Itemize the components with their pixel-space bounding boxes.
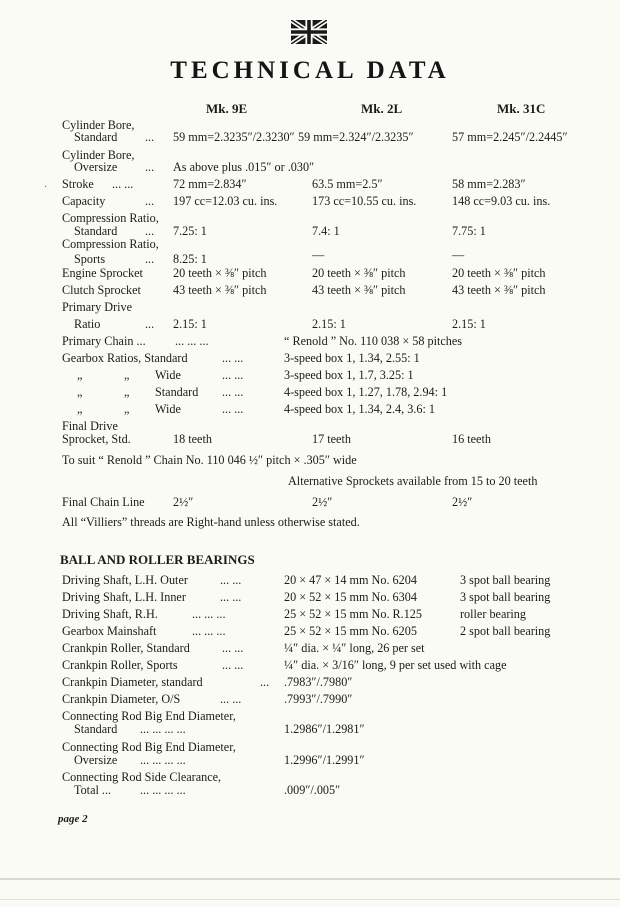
row-value: 25 × 52 × 15 mm No. 6205	[284, 624, 417, 638]
page-number: page 2	[58, 813, 88, 825]
bearing-type: 3 spot ball bearing	[460, 590, 551, 604]
value-mk9e: 72 mm=2.834″	[173, 177, 247, 191]
row-label: Connecting Rod Big End Diameter,	[62, 709, 236, 723]
row-label-sub: Standard	[74, 722, 118, 736]
row-label: Gearbox Mainshaft	[62, 624, 157, 638]
page-edge-line	[0, 899, 620, 900]
row-label: Cylinder Bore,	[62, 118, 135, 132]
value-mk2l: 2.15: 1	[312, 317, 346, 331]
row-label: Cylinder Bore,	[62, 148, 135, 162]
row-value: ¼″ dia. × ¼″ long, 26 per set	[284, 641, 425, 655]
row-label-sub: Standard	[74, 130, 118, 144]
row-label: Connecting Rod Big End Diameter,	[62, 740, 236, 754]
leader-dots: ... ... ... ...	[140, 783, 186, 797]
threads-note: All “Villiers” threads are Right-hand unless otherwise stated.	[62, 515, 360, 529]
row-label: Crankpin Diameter, standard	[62, 675, 203, 689]
value-mk9e: 43 teeth × ⅜″ pitch	[173, 283, 267, 297]
leader-dots: ... ...	[220, 573, 242, 587]
leader-dots: ... ... ...	[192, 607, 226, 621]
leader-dots: ...	[145, 160, 155, 174]
row-value: 1.2996″/1.2991″	[284, 753, 365, 767]
leader-dots: ... ...	[222, 402, 244, 416]
row-label: Primary Chain ...	[62, 334, 146, 348]
value-mk31c: 58 mm=2.283″	[452, 177, 526, 191]
leader-dots: ...	[145, 130, 155, 144]
alt-sprockets-note: Alternative Sprockets available from 15 to 20 teeth	[288, 474, 538, 488]
row-label-sub: Ratio	[74, 317, 101, 331]
leader-dots: ... ... ...	[192, 624, 226, 638]
value-mk2l: 43 teeth × ⅜″ pitch	[312, 283, 406, 297]
value-mk31c: 16 teeth	[452, 432, 491, 446]
value-mk9e: 2.15: 1	[173, 317, 207, 331]
leader-dots: ... ...	[222, 368, 244, 382]
row-label-sub: Standard	[74, 224, 118, 238]
leader-dots: ... ...	[222, 385, 244, 399]
row-value: 4-speed box 1, 1.27, 1.78, 2.94: 1	[284, 385, 448, 399]
row-value: 4-speed box 1, 1.34, 2.4, 3.6: 1	[284, 402, 435, 416]
leader-dots: ... ... ... ...	[140, 722, 186, 736]
value-mk31c: 2½″	[452, 495, 473, 509]
row-value: “ Renold ” No. 110 038 × 58 pitches	[284, 334, 463, 348]
row-label: Capacity	[62, 194, 106, 208]
row-value: .009″/.005″	[284, 783, 341, 797]
value-mk31c: 20 teeth × ⅜″ pitch	[452, 266, 546, 280]
value-mk31c: 57 mm=2.245″/2.2445″	[452, 130, 568, 144]
value-mk2l: 63.5 mm=2.5″	[312, 177, 383, 191]
leader-dots: ... ...	[222, 351, 244, 365]
row-label-sub: Oversize	[74, 753, 118, 767]
value-mk31c: 2.15: 1	[452, 317, 486, 331]
row-label: Driving Shaft, R.H.	[62, 607, 158, 621]
row-value: 20 × 47 × 14 mm No. 6204	[284, 573, 417, 587]
leader-dots: ... ... ...	[175, 334, 209, 348]
ditto-mark: „	[124, 402, 130, 416]
row-value: 20 × 52 × 15 mm No. 6304	[284, 590, 417, 604]
row-label: Compression Ratio,	[62, 211, 159, 225]
row-value: 25 × 52 × 15 mm No. R.125	[284, 607, 422, 621]
row-label-sub: Sprocket, Std.	[62, 432, 131, 446]
value-mk9e: 7.25: 1	[173, 224, 207, 238]
row-label: Wide	[155, 368, 181, 382]
leader-dots: ... ...	[222, 658, 244, 672]
value-mk9e: 59 mm=2.3235″/2.3230″	[173, 130, 295, 144]
row-label: Primary Drive	[62, 300, 133, 314]
leader-dots: ... ... ... ...	[140, 753, 186, 767]
ditto-mark: „	[77, 402, 83, 416]
value-mk2l: 59 mm=2.324″/2.3235″	[298, 130, 414, 144]
row-label: Engine Sprocket	[62, 266, 143, 280]
leader-dots: ...	[145, 252, 155, 266]
union-jack-icon	[291, 20, 327, 44]
row-label: Stroke	[62, 177, 94, 191]
bearing-type: 3 spot ball bearing	[460, 573, 551, 587]
row-value: .7983″/.7980″	[284, 675, 353, 689]
row-label: Connecting Rod Side Clearance,	[62, 770, 222, 784]
column-header-mk31c: Mk. 31C	[497, 101, 546, 116]
value-mk9e: 18 teeth	[173, 432, 212, 446]
ditto-mark: „	[77, 368, 83, 382]
page-edge-line	[0, 878, 620, 880]
leader-dots: ... ...	[220, 692, 242, 706]
column-header-mk2l: Mk. 2L	[361, 101, 403, 116]
value-mk9e: 197 cc=12.03 cu. ins.	[173, 194, 278, 208]
value-mk9e: 20 teeth × ⅜″ pitch	[173, 266, 267, 280]
row-label: Crankpin Roller, Standard	[62, 641, 190, 655]
row-label: Wide	[155, 402, 181, 416]
stray-mark: ·	[44, 182, 48, 193]
value-mk2l: 20 teeth × ⅜″ pitch	[312, 266, 406, 280]
leader-dots: ...	[145, 194, 155, 208]
leader-dots: ...	[145, 317, 155, 331]
leader-dots: ...	[145, 224, 155, 238]
value-mk9e: 2½″	[173, 495, 194, 509]
row-value: .7993″/.7990″	[284, 692, 353, 706]
row-value: ¼″ dia. × 3/16″ long, 9 per set used with cage	[284, 658, 507, 672]
value-mk2l: —	[312, 248, 325, 262]
ditto-mark: „	[77, 385, 83, 399]
row-label-sub: Oversize	[74, 160, 118, 174]
row-label: Compression Ratio,	[62, 237, 159, 251]
row-label-sub: Total ...	[74, 783, 112, 797]
ditto-mark: „	[124, 385, 130, 399]
value-mk31c: 148 cc=9.03 cu. ins.	[452, 194, 551, 208]
value-mk2l: 17 teeth	[312, 432, 351, 446]
row-label: Clutch Sprocket	[62, 283, 141, 297]
ditto-mark: „	[124, 368, 130, 382]
value-mk9e: As above plus .015″ or .030″	[173, 160, 315, 174]
bearing-type: 2 spot ball bearing	[460, 624, 551, 638]
value-mk31c: —	[452, 248, 465, 262]
row-label-sub: Sports	[74, 252, 106, 266]
value-mk2l: 2½″	[312, 495, 333, 509]
row-label: Final Chain Line	[62, 495, 145, 509]
value-mk2l: 173 cc=10.55 cu. ins.	[312, 194, 417, 208]
row-label: Driving Shaft, L.H. Inner	[62, 590, 186, 604]
column-header-mk9e: Mk. 9E	[206, 101, 248, 116]
page-title: TECHNICAL DATA	[170, 57, 450, 84]
renold-note: To suit “ Renold ” Chain No. 110 046 ½″ pitch × .305″ wide	[62, 453, 357, 467]
row-value: 3-speed box 1, 1.34, 2.55: 1	[284, 351, 420, 365]
section-title-bearings: BALL AND ROLLER BEARINGS	[60, 552, 255, 567]
row-label: Final Drive	[62, 419, 118, 433]
leader-dots: ...	[260, 675, 270, 689]
value-mk31c: 43 teeth × ⅜″ pitch	[452, 283, 546, 297]
leader-dots: ... ...	[220, 590, 242, 604]
row-label: Gearbox Ratios, Standard	[62, 351, 188, 365]
value-mk31c: 7.75: 1	[452, 224, 486, 238]
row-label: Driving Shaft, L.H. Outer	[62, 573, 188, 587]
row-value: 3-speed box 1, 1.7, 3.25: 1	[284, 368, 414, 382]
row-label: Crankpin Diameter, O/S	[62, 692, 181, 706]
value-mk9e: 8.25: 1	[173, 252, 207, 266]
leader-dots: ... ...	[112, 177, 134, 191]
leader-dots: ... ...	[222, 641, 244, 655]
row-value: 1.2986″/1.2981″	[284, 722, 365, 736]
value-mk2l: 7.4: 1	[312, 224, 340, 238]
row-label: Standard	[155, 385, 199, 399]
bearing-type: roller bearing	[460, 607, 526, 621]
row-label: Crankpin Roller, Sports	[62, 658, 178, 672]
